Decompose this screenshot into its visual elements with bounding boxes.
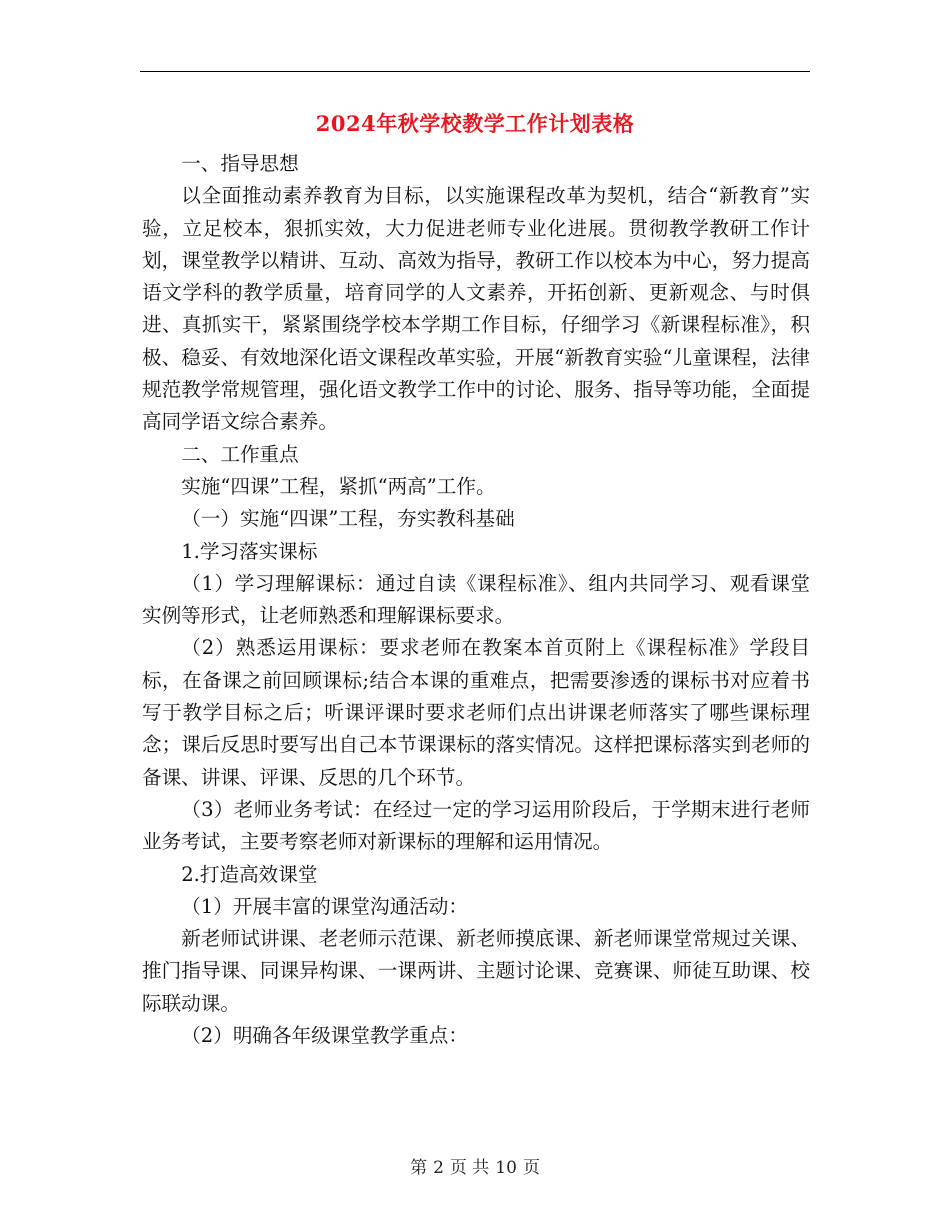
body-paragraph: 新老师试讲课、老老师示范课、新老师摸底课、新老师课堂常规过关课、推门指导课、同课异构课、一课两讲、主题讨论课、竞赛课、师徒互助课、校际联动课。 — [142, 927, 810, 1015]
item-heading: 1.学习落实课标 — [181, 539, 318, 563]
footer-suffix: 页 — [522, 1158, 540, 1178]
footer-mid: 页 共 — [449, 1158, 490, 1178]
body-paragraph: （1）学习理解课标：通过自读《课程标准》、组内共同学习、观看课堂实例等形式，让老师熟悉和理解课标要求。 — [142, 571, 810, 628]
footer-total-pages: 10 — [495, 1158, 517, 1178]
document-body — [142, 148, 810, 1052]
footer-page-number: 2 — [433, 1158, 444, 1178]
body-paragraph: 以全面推动素养教育为目标，以实施课程改革为契机，结合“新教育”实验，立足校本，狠抓实效，大力促进老师专业化进展。贯彻教学教研工作计划，课堂教学以精讲、互动、高效为指导，教研工作以校本为中心，努力提高语文学科的教学质量，培育同学的人文素养，开拓创新、更新观念、与时俱进、真抓实干，紧紧围绕学校本学期工作目标，仔细学习《新课程标准》，积极、稳妥、有效地深化语文课程改革实验，开展“新教育实验“儿童课程，法律规范教学常规管理，强化语文教学工作中的讨论、服务、指导等功能，全面提高同学语文综合素养。 — [142, 184, 810, 434]
page-footer — [0, 1153, 950, 1178]
section-heading: 二、工作重点 — [181, 442, 299, 466]
item-heading: 2.打造高效课堂 — [181, 862, 318, 886]
document-title: 2024年秋学校教学工作计划表格 — [315, 111, 635, 136]
body-paragraph: （3）老师业务考试：在经过一定的学习运用阶段后，于学期末进行老师业务考试，主要考察老师对新课标的理解和运用情况。 — [142, 797, 810, 854]
body-paragraph: （2）熟悉运用课标：要求老师在教案本首页附上《课程标准》学段目标，在备课之前回顾课标;结合本课的重难点，把需要渗透的课标书对应着书写于教学目标之后；听课评课时要求老师们点出讲课老师落实了哪些课标理念；课后反思时要写出自己本节课课标的落实情况。这样把课标落实到老师的备课、讲课、评课、反思的几个环节。 — [142, 636, 810, 789]
section-heading: 一、指导思想 — [181, 152, 299, 175]
body-paragraph: （1）开展丰富的课堂沟通活动： — [181, 894, 468, 918]
body-paragraph: （2）明确各年级课堂教学重点： — [181, 1024, 468, 1048]
footer-prefix: 第 — [410, 1158, 428, 1178]
body-paragraph: 实施“四课”工程，紧抓“两高”工作。 — [181, 474, 496, 498]
subsection-heading: （一）实施“四课”工程，夯实教科基础 — [181, 507, 515, 531]
header-rule — [140, 71, 810, 72]
